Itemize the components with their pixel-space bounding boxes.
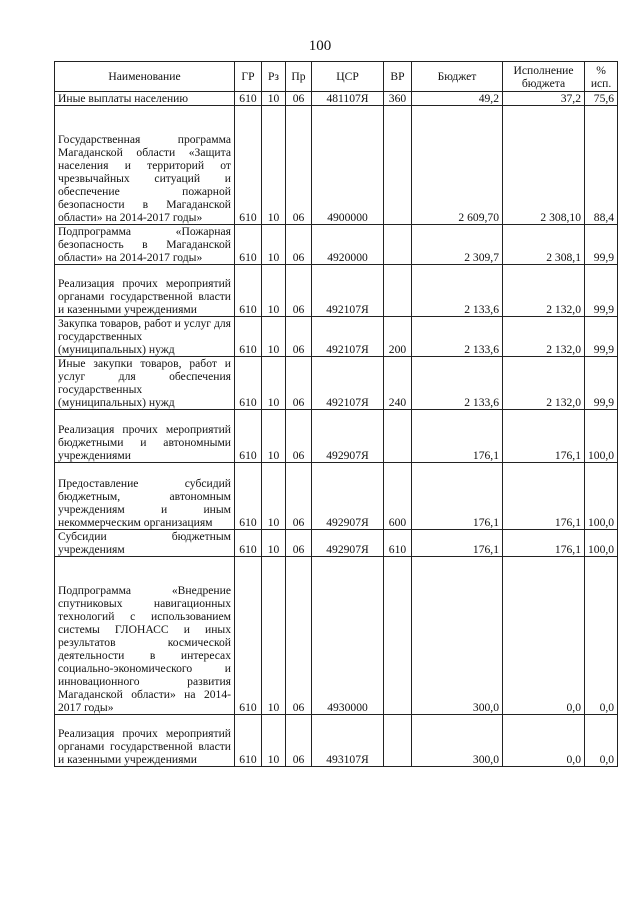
cell-gr: 610	[235, 317, 262, 357]
cell-pr: 06	[286, 463, 312, 530]
cell-csr: 492907Я	[312, 530, 384, 557]
cell-vr: 600	[384, 463, 412, 530]
cell-gr: 610	[235, 357, 262, 410]
cell-rz: 10	[262, 557, 286, 715]
cell-name: Подпрограмма «Пожарная безопасность в Магаданской области» на 2014-2017 годы»	[55, 225, 235, 265]
cell-vr	[384, 410, 412, 463]
cell-pr: 06	[286, 410, 312, 463]
cell-name: Иные закупки товаров, работ и услуг для обеспечения государственных (муниципальных) нужд	[55, 357, 235, 410]
cell-percent: 75,6	[585, 92, 618, 106]
cell-vr	[384, 265, 412, 317]
cell-percent: 99,9	[585, 265, 618, 317]
header-rz: Рз	[262, 62, 286, 92]
cell-pr: 06	[286, 715, 312, 767]
cell-percent: 99,9	[585, 317, 618, 357]
cell-rz: 10	[262, 106, 286, 225]
header-csr: ЦСР	[312, 62, 384, 92]
cell-name: Реализация прочих мероприятий бюджетными и автономными учреждениями	[55, 410, 235, 463]
cell-gr: 610	[235, 557, 262, 715]
cell-rz: 10	[262, 265, 286, 317]
cell-pr: 06	[286, 317, 312, 357]
cell-csr: 492107Я	[312, 317, 384, 357]
cell-vr: 240	[384, 357, 412, 410]
table-row	[55, 92, 618, 106]
cell-rz: 10	[262, 463, 286, 530]
cell-pr: 06	[286, 106, 312, 225]
cell-budget: 176,1	[412, 463, 503, 530]
cell-gr: 610	[235, 92, 262, 106]
cell-gr: 610	[235, 225, 262, 265]
table-row	[55, 410, 618, 463]
cell-percent: 88,4	[585, 106, 618, 225]
table-row	[55, 265, 618, 317]
cell-budget: 176,1	[412, 530, 503, 557]
cell-gr: 610	[235, 106, 262, 225]
cell-rz: 10	[262, 225, 286, 265]
cell-rz: 10	[262, 410, 286, 463]
cell-budget: 49,2	[412, 92, 503, 106]
table-row	[55, 463, 618, 530]
header-budget: Бюджет	[412, 62, 503, 92]
table-header-row	[55, 62, 618, 92]
budget-table	[54, 61, 618, 767]
cell-vr	[384, 715, 412, 767]
cell-execution: 2 132,0	[503, 357, 585, 410]
cell-csr: 4900000	[312, 106, 384, 225]
cell-pr: 06	[286, 357, 312, 410]
cell-gr: 610	[235, 463, 262, 530]
cell-name: Иные выплаты населению	[55, 92, 235, 106]
cell-vr	[384, 225, 412, 265]
cell-budget: 2 609,70	[412, 106, 503, 225]
cell-rz: 10	[262, 715, 286, 767]
cell-csr: 492107Я	[312, 357, 384, 410]
cell-budget: 2 309,7	[412, 225, 503, 265]
table-row	[55, 106, 618, 225]
header-execution: Исполнение бюджета	[503, 62, 585, 92]
table-row	[55, 225, 618, 265]
cell-csr: 492907Я	[312, 410, 384, 463]
cell-gr: 610	[235, 715, 262, 767]
cell-percent: 100,0	[585, 530, 618, 557]
cell-name: Государственная программа Магаданской области «Защита населения и территорий от чрезвычайных ситуаций и обеспечение пожарной безопасности в Магаданской области» на 2014-2017 годы»	[55, 106, 235, 225]
table-row	[55, 357, 618, 410]
cell-pr: 06	[286, 225, 312, 265]
cell-rz: 10	[262, 92, 286, 106]
cell-pr: 06	[286, 557, 312, 715]
table-row	[55, 317, 618, 357]
header-percent: % исп.	[585, 62, 618, 92]
cell-execution: 2 132,0	[503, 265, 585, 317]
cell-rz: 10	[262, 530, 286, 557]
cell-budget: 176,1	[412, 410, 503, 463]
cell-budget: 2 133,6	[412, 265, 503, 317]
cell-vr	[384, 557, 412, 715]
cell-rz: 10	[262, 357, 286, 410]
header-gr: ГР	[235, 62, 262, 92]
cell-percent: 99,9	[585, 225, 618, 265]
cell-csr: 4920000	[312, 225, 384, 265]
cell-gr: 610	[235, 410, 262, 463]
header-name: Наименование	[55, 62, 235, 92]
cell-name: Закупка товаров, работ и услуг для государственных (муниципальных) нужд	[55, 317, 235, 357]
table-row	[55, 715, 618, 767]
cell-budget: 300,0	[412, 557, 503, 715]
table-row	[55, 557, 618, 715]
cell-name: Реализация прочих мероприятий органами государственной власти и казенными учреждениями	[55, 265, 235, 317]
cell-csr: 492107Я	[312, 265, 384, 317]
cell-budget: 300,0	[412, 715, 503, 767]
cell-csr: 493107Я	[312, 715, 384, 767]
cell-csr: 4930000	[312, 557, 384, 715]
header-vr: ВР	[384, 62, 412, 92]
cell-budget: 2 133,6	[412, 317, 503, 357]
cell-percent: 99,9	[585, 357, 618, 410]
cell-execution: 2 132,0	[503, 317, 585, 357]
cell-execution: 37,2	[503, 92, 585, 106]
cell-vr: 360	[384, 92, 412, 106]
cell-execution: 176,1	[503, 410, 585, 463]
cell-execution: 176,1	[503, 530, 585, 557]
cell-percent: 0,0	[585, 715, 618, 767]
cell-rz: 10	[262, 317, 286, 357]
cell-vr	[384, 106, 412, 225]
cell-execution: 2 308,10	[503, 106, 585, 225]
cell-name: Реализация прочих мероприятий органами государственной власти и казенными учреждениями	[55, 715, 235, 767]
cell-name: Предоставление субсидий бюджетным, автономным учреждениям и иным некоммерческим организациям	[55, 463, 235, 530]
cell-pr: 06	[286, 530, 312, 557]
cell-vr: 610	[384, 530, 412, 557]
cell-csr: 492907Я	[312, 463, 384, 530]
cell-percent: 100,0	[585, 463, 618, 530]
cell-name: Подпрограмма «Внедрение спутниковых навигационных технологий с использованием системы ГЛОНАСС и иных результатов космической деятельности в интересах социально-экономического и инновационного развития Магаданской области» на 2014-2017 годы»	[55, 557, 235, 715]
table-row	[55, 530, 618, 557]
page-number: 100	[308, 38, 332, 54]
cell-name: Субсидии бюджетным учреждениям	[55, 530, 235, 557]
cell-gr: 610	[235, 265, 262, 317]
cell-percent: 100,0	[585, 410, 618, 463]
cell-pr: 06	[286, 92, 312, 106]
cell-percent: 0,0	[585, 557, 618, 715]
cell-gr: 610	[235, 530, 262, 557]
cell-pr: 06	[286, 265, 312, 317]
cell-csr: 481107Я	[312, 92, 384, 106]
cell-execution: 0,0	[503, 715, 585, 767]
cell-execution: 176,1	[503, 463, 585, 530]
cell-budget: 2 133,6	[412, 357, 503, 410]
cell-execution: 2 308,1	[503, 225, 585, 265]
cell-execution: 0,0	[503, 557, 585, 715]
header-pr: Пр	[286, 62, 312, 92]
cell-vr: 200	[384, 317, 412, 357]
